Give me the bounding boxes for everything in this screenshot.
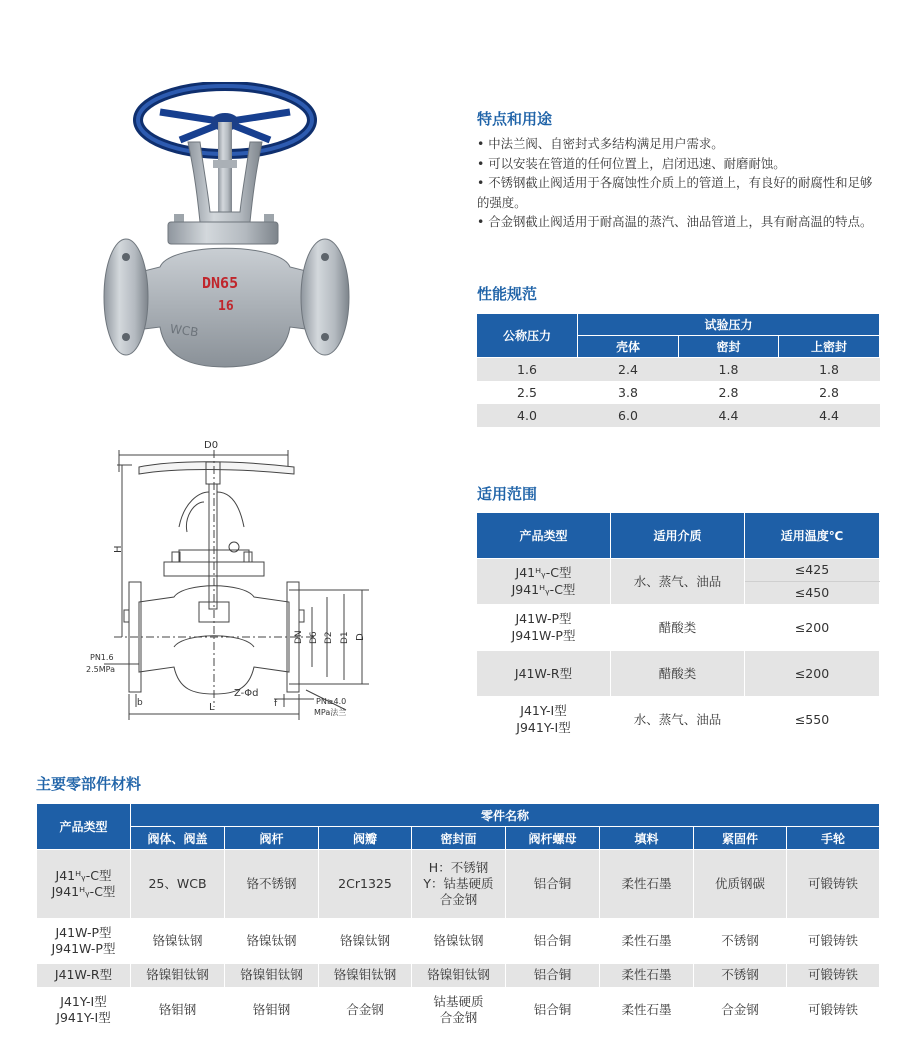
drawing-label-dn: DN xyxy=(294,630,304,644)
perf-cell: 4.4 xyxy=(779,404,880,427)
mat-col-body: 阀体、阀盖 xyxy=(131,827,225,850)
app-cell-temp: ≤200 xyxy=(745,650,880,696)
mat-cell: 铬镍钼钛钢 xyxy=(225,964,319,987)
mat-cell: 铬镍钼钛钢 xyxy=(131,964,225,987)
app-type-line: J41ᴴᵧ-C型 xyxy=(515,565,572,580)
table-row xyxy=(477,558,880,581)
perf-head-test: 试验压力 xyxy=(578,314,880,336)
perf-cell: 1.8 xyxy=(679,358,779,381)
mat-cell: 不锈钢 xyxy=(694,918,787,964)
mat-cell: 不锈钢 xyxy=(694,964,787,987)
feature-item: • 中法兰阀、自密封式多结构满足用户需求。 xyxy=(477,136,724,151)
app-type-line: J41W-P型 xyxy=(515,611,572,626)
mat-cell: 铬不锈钢 xyxy=(225,850,319,918)
drawing-label-d2: D2 xyxy=(324,631,334,644)
mat-cell: 柔性石墨 xyxy=(600,964,694,987)
table-row xyxy=(477,696,880,742)
drawing-label-d0: D0 xyxy=(204,440,219,451)
mat-head-parts: 零件名称 xyxy=(131,804,880,827)
mat-cell-type: J41W-R型 xyxy=(37,964,131,987)
perf-cell: 2.8 xyxy=(779,381,880,404)
drawing-label-f: f xyxy=(274,699,278,709)
performance-title: 性能规范 xyxy=(477,285,538,303)
mat-cell: 可锻铸铁 xyxy=(787,850,880,918)
app-cell-temp: ≤550 xyxy=(745,696,880,742)
mat-cell-type xyxy=(37,987,131,1033)
mat-col-wheel: 手轮 xyxy=(787,827,880,850)
mat-cell: 25、WCB xyxy=(131,850,225,918)
table-row xyxy=(37,987,880,1033)
drawing-label-l: L xyxy=(209,702,215,713)
mat-cell: 铬钼钢 xyxy=(131,987,225,1033)
app-cell-type xyxy=(477,696,611,742)
drawing-label-pn-low-1: PN1.6 xyxy=(90,653,114,662)
mat-cell: 铝合铜 xyxy=(506,850,600,918)
perf-cell: 3.8 xyxy=(578,381,679,404)
mat-cell: 2Cr1325 xyxy=(319,850,412,918)
feature-item: • 可以安装在管道的任何位置上，启闭迅速、耐磨耐蚀。 xyxy=(477,155,786,171)
drawing-label-d1: D1 xyxy=(340,631,350,644)
table-row xyxy=(477,381,880,404)
mat-seal-line: 钴基硬质 xyxy=(433,993,484,1009)
perf-cell: 2.4 xyxy=(578,358,679,381)
valve-dimension-drawing xyxy=(84,432,384,722)
features-list xyxy=(477,134,881,232)
drawing-label-h: H xyxy=(113,545,124,553)
perf-cell: 2.5 xyxy=(477,381,578,404)
photo-marking-material: WCB xyxy=(169,321,200,340)
photo-marking-dn: DN65 xyxy=(202,274,239,292)
drawing-label-d6: D6 xyxy=(309,631,319,644)
mat-head-type: 产品类型 xyxy=(37,804,131,850)
mat-seal-line: H：不锈钢 xyxy=(428,859,489,875)
table-row xyxy=(477,404,880,427)
mat-cell: 合金钢 xyxy=(319,987,412,1033)
app-cell-type xyxy=(477,604,611,650)
app-cell-type: J41W-R型 xyxy=(477,650,611,696)
app-type-line: J941ᴴᵧ-C型 xyxy=(511,582,576,597)
drawing-label-b: b xyxy=(137,698,143,708)
app-cell-type xyxy=(477,558,611,604)
mat-seal-line: 合金钢 xyxy=(439,891,478,907)
mat-cell: 合金钢 xyxy=(694,987,787,1033)
perf-cell: 6.0 xyxy=(578,404,679,427)
mat-cell-type xyxy=(37,918,131,964)
mat-cell: 铝合铜 xyxy=(506,964,600,987)
table-row xyxy=(37,918,880,964)
performance-table xyxy=(476,313,880,427)
mat-col-packing: 填料 xyxy=(600,827,694,850)
perf-cell: 2.8 xyxy=(679,381,779,404)
table-row xyxy=(477,650,880,696)
mat-col-disc: 阀瓣 xyxy=(319,827,412,850)
mat-cell: 优质钢碳 xyxy=(694,850,787,918)
table-row xyxy=(477,604,880,650)
mat-cell: 铝合铜 xyxy=(506,918,600,964)
mat-cell: 可锻铸铁 xyxy=(787,918,880,964)
app-head-type: 产品类型 xyxy=(477,513,611,558)
app-cell-medium: 水、蒸气、油品 xyxy=(611,558,745,604)
mat-cell: 铬镍钛钢 xyxy=(225,918,319,964)
mat-cell: 铬镍钛钢 xyxy=(412,918,506,964)
mat-cell: 铬镍钼钛钢 xyxy=(319,964,412,987)
app-cell-temp: ≤200 xyxy=(745,604,880,650)
mat-col-stem: 阀杆 xyxy=(225,827,319,850)
perf-head-shell: 壳体 xyxy=(578,336,679,358)
mat-cell: 铬镍钛钢 xyxy=(131,918,225,964)
mat-seal-line: Y：钴基硬质 xyxy=(423,875,494,891)
feature-item: • 合金钢截止阀适用于耐高温的蒸汽、油品管道上，具有耐高温的特点。 xyxy=(477,214,873,230)
mat-type-line: J41ᴴᵧ-C型 xyxy=(55,867,112,883)
mat-cell: 可锻铸铁 xyxy=(787,964,880,987)
application-table xyxy=(476,513,880,743)
table-row xyxy=(37,850,880,918)
drawing-label-d: D xyxy=(355,633,366,641)
materials-table xyxy=(36,803,880,1033)
app-head-temp: 适用温度℃ xyxy=(745,513,880,558)
perf-head-upper: 上密封 xyxy=(779,336,880,358)
drawing-label-pn-low-2: 2.5MPa xyxy=(86,665,115,674)
mat-cell: 可锻铸铁 xyxy=(787,987,880,1033)
app-cell-medium: 水、蒸气、油品 xyxy=(611,696,745,742)
drawing-label-z: Z-Φd xyxy=(234,688,259,699)
perf-head-nominal: 公称压力 xyxy=(477,314,578,358)
mat-type-line: J41W-P型 xyxy=(55,924,112,940)
mat-cell: 柔性石墨 xyxy=(600,850,694,918)
feature-item: • 不锈钢截止阀适用于各腐蚀性介质上的管道上，有良好的耐腐性和足够的强度。 xyxy=(477,175,873,210)
mat-type-line: J941W-P型 xyxy=(51,940,116,956)
mat-type-line: J941Y-I型 xyxy=(56,1009,111,1025)
mat-cell: 铬镍钼钛钢 xyxy=(412,964,506,987)
perf-cell: 1.8 xyxy=(779,358,880,381)
valve-photo xyxy=(100,82,360,382)
table-row xyxy=(477,358,880,381)
application-title: 适用范围 xyxy=(477,485,538,503)
mat-col-nut: 阀杆螺母 xyxy=(506,827,600,850)
app-type-line: J941Y-I型 xyxy=(516,720,571,735)
mat-seal-line: 合金钢 xyxy=(439,1009,478,1025)
materials-title: 主要零部件材料 xyxy=(36,775,142,793)
app-cell-temp: ≤425 xyxy=(745,558,880,581)
perf-cell: 1.6 xyxy=(477,358,578,381)
app-type-line: J41Y-I型 xyxy=(520,703,567,718)
app-cell-medium: 醋酸类 xyxy=(611,650,745,696)
perf-cell: 4.4 xyxy=(679,404,779,427)
app-cell-medium: 醋酸类 xyxy=(611,604,745,650)
features-title: 特点和用途 xyxy=(477,110,553,128)
mat-cell: 柔性石墨 xyxy=(600,918,694,964)
perf-cell: 4.0 xyxy=(477,404,578,427)
mat-col-seal: 密封面 xyxy=(412,827,506,850)
mat-cell: 铬钼钢 xyxy=(225,987,319,1033)
mat-col-fastener: 紧固件 xyxy=(694,827,787,850)
mat-cell: 铬镍钛钢 xyxy=(319,918,412,964)
mat-cell: 柔性石墨 xyxy=(600,987,694,1033)
app-head-medium: 适用介质 xyxy=(611,513,745,558)
app-type-line: J941W-P型 xyxy=(511,628,576,643)
mat-cell-type xyxy=(37,850,131,918)
photo-marking-pn: 16 xyxy=(218,299,234,314)
table-row xyxy=(37,964,880,987)
mat-cell-seal xyxy=(412,987,506,1033)
mat-type-line: J41Y-I型 xyxy=(60,993,107,1009)
mat-cell: 铝合铜 xyxy=(506,987,600,1033)
app-cell-temp: ≤450 xyxy=(745,581,880,604)
drawing-label-pn-high-1: PN≥4.0 xyxy=(316,697,347,706)
perf-head-seal: 密封 xyxy=(679,336,779,358)
mat-cell-seal xyxy=(412,850,506,918)
drawing-label-pn-high-2: MPa法兰 xyxy=(314,708,347,717)
mat-type-line: J941ᴴᵧ-C型 xyxy=(51,883,116,899)
